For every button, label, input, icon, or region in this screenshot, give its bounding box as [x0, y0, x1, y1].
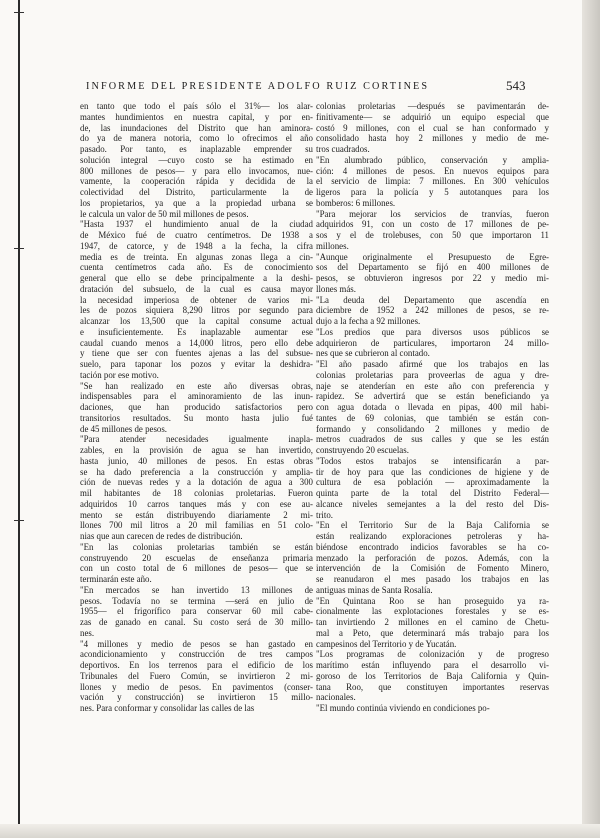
text-line: mantes hundimientos en nuestra capital, y por en- — [80, 111, 313, 122]
text-line: trito. — [316, 509, 334, 520]
text-line: do ya de manera notoria, como lo ofrecimos el año — [80, 133, 313, 144]
text-line: caudal cuando menos a 14,000 litros, pero ello debe — [80, 337, 313, 348]
text-line: formando y consolidando 2 millones y medio de — [316, 423, 549, 434]
text-line: ligeros para la policía y 5 autotanques para los — [316, 187, 549, 197]
text-line: alcance niveles semejantes a la del resto del Dis- — [316, 498, 549, 509]
text-line: solución integral —cuyo costo se ha estimado en — [80, 154, 313, 165]
text-line: bomberos: 6 millones. — [316, 197, 396, 208]
text-line: daciones, que han producido satisfactorios pero — [80, 402, 313, 412]
text-line: cuenta centímetros cada año. Es de conocimiento — [80, 262, 313, 273]
text-line: indispensables para el aminoramiento de las inun- — [80, 391, 313, 402]
text-line: biéndose encontrado indicios favorables se ha co- — [316, 541, 549, 552]
text-line: ción de nuevas redes y a la dotación de agua a 300 — [80, 477, 313, 488]
margin-tick — [14, 248, 24, 249]
text-line: "Los predios que para diversos usos públicos se — [316, 326, 549, 337]
paragraph — [316, 327, 549, 359]
paragraph — [316, 520, 549, 595]
paragraph — [316, 359, 549, 456]
text-line: de 45 millones de pesos. — [80, 423, 168, 434]
text-line: tir de hoy para que las condiciones de higiene y de — [316, 466, 549, 477]
paragraph — [316, 101, 549, 155]
text-line: cionalmente las explotaciones forestales y se es- — [316, 606, 549, 617]
text-line: "El año pasado afirmé que los trabajos en las — [316, 359, 549, 369]
text-line: intervención de la Comisión de Fomento Minero, — [316, 563, 549, 574]
text-line: 1955— el frigorífico para conservar 60 mil cabe- — [80, 606, 313, 617]
text-line: "Aunque originalmente el Presupuesto de Egre- — [316, 251, 549, 262]
text-line: les de pozos siquiera 8,290 litros por segundo para — [80, 305, 313, 316]
text-line: cultura de esa población — aproximadamente la — [316, 477, 549, 488]
left-column — [80, 101, 313, 714]
text-line: terminarán este año. — [80, 574, 152, 584]
page-edge-right — [582, 0, 600, 838]
text-line: finitivamente— se adquirió un equipo especial que — [316, 111, 549, 122]
text-line: ción: 4 millones de pesos. En nuevos equipos para — [316, 165, 549, 176]
text-line: colonias proletarias para proveerlas de agua y dre- — [316, 369, 549, 380]
text-line: nes que se cubrieron al contado. — [316, 348, 430, 359]
text-line: con un costo total de 6 millones de pesos— que se — [80, 563, 313, 574]
text-line: naje se atenderían en este año con preferencia y — [316, 380, 549, 391]
paragraph — [80, 381, 313, 435]
binding-edge — [18, 0, 20, 838]
text-line: construyendo 20 escuelas de enseñanza primaria — [80, 552, 313, 563]
paragraph — [316, 295, 549, 327]
text-line: nacionales. — [316, 692, 356, 703]
running-head: INFORME DEL PRESIDENTE ADOLFO RUIZ CORTINES — [86, 81, 430, 92]
text-line: "4 millones y medio de pesos se han gastado en — [80, 638, 313, 649]
text-line: construyendo 20 escuelas. — [316, 445, 409, 455]
text-line: "Los programas de colonización y de progreso — [316, 649, 549, 660]
text-line: transitorios resultados. Su monto hasta julio fué — [80, 412, 313, 423]
text-line: "Para mejorar los servicios de tranvías, fueron — [316, 208, 549, 219]
text-line: campesinos del Territorio y de Yucatán. — [316, 638, 457, 649]
text-line: quinta parte de la total del Distrito Federal— — [316, 488, 549, 498]
text-line: los propietarios, ya que a la propiedad urbana se — [80, 197, 313, 208]
paragraph — [80, 585, 313, 639]
text-line: metros cuadrados de sus calles y que se les están — [316, 434, 549, 445]
text-line: diciembre de 1952 a 242 millones de pesos, se re- — [316, 305, 549, 316]
text-line: mil habitantes de 18 colonias proletarias. Fueron — [80, 488, 313, 498]
text-line: "Para atender necesidades igualmente inapla- — [80, 434, 313, 445]
text-line: 1947, de catorce, y de 1948 a la fecha, la cifra — [80, 240, 313, 251]
text-line: están realizando exploraciones petroleras y ha- — [316, 531, 549, 541]
text-line: hasta junio, 40 millones de pesos. En estas obras — [80, 455, 313, 466]
text-line: dratación del subsuelo, de la cual es causa mayor — [80, 283, 313, 294]
text-line: menzado la perforación de pozos. Además, con la — [316, 552, 549, 563]
text-line: nes. — [80, 627, 95, 638]
text-line: nes. Para conformar y consolidar las calles de las — [80, 703, 255, 713]
text-line: adquiridos 91, con un costo de 17 millones de pe- — [316, 219, 549, 230]
text-line: de México fué de cuatro centímetros. De 1938 a — [80, 230, 313, 240]
text-line: "En el Territorio Sur de la Baja California se — [316, 520, 549, 531]
text-line: adquiridos 10 carros tanques más y con ese au- — [80, 498, 313, 509]
text-line: antiguas minas de Santa Rosalía. — [316, 584, 433, 595]
text-line: "En alumbrado público, conservación y amplia- — [316, 154, 549, 165]
text-line: con agua dotada o llevada en pipas, 400 mil habi- — [316, 402, 549, 412]
text-line: tan invirtiendo 2 millones en el camino de Chetu- — [316, 617, 549, 627]
text-line: tana Roo, que constituyen importantes reservas — [316, 681, 549, 692]
text-line: vamente, la cooperación rápida y decidida de la — [80, 176, 313, 187]
text-line: y tiene que ser con fuentes ajenas a las del subsue- — [80, 348, 313, 359]
text-line: llones más. — [316, 283, 356, 294]
text-line: le calcula un valor de 50 mil millones de pesos. — [80, 208, 249, 219]
text-line: zables, en la provisión de agua se han invertido, — [80, 445, 313, 455]
text-line: Tribunales del Fuero Común, se invirtieron 2 mi- — [80, 670, 313, 681]
text-line: en tanto que todo el país sólo el 31%— los alar- — [80, 101, 313, 111]
text-line: mal a Peto, que determinará más trabajo para los — [316, 627, 549, 638]
text-line: "En las colonias proletarias también se están — [80, 541, 313, 552]
text-line: se reanudaron el mes pasado los trabajos en las — [316, 574, 549, 584]
paragraph — [80, 434, 313, 542]
text-line: tros cuadrados. — [316, 144, 370, 154]
paragraph — [316, 155, 549, 209]
margin-tick — [14, 520, 24, 521]
text-line: "La deuda del Departamento que ascendía en — [316, 294, 549, 305]
text-line: colectividad del Distrito, particularmente la de — [80, 187, 313, 197]
text-line: costó 9 millones, con el cual se han conformado y — [316, 122, 549, 133]
text-line: sos y el de trolebuses, con 50 que importaron 11 — [316, 230, 549, 240]
text-line: vación y construcción) se invirtieron 15 millo- — [80, 692, 313, 703]
text-line: suelo, para taponar los pozos y evitar la deshidra- — [80, 359, 313, 369]
paragraph — [316, 596, 549, 650]
text-line: se ha dado preferencia a la construcción y amplia- — [80, 466, 313, 477]
text-line: media es de treinta. En algunas zonas llega a cin- — [80, 251, 313, 262]
text-line: "En mercados se han invertido 13 millones de — [80, 584, 313, 595]
text-line: sos del Departamento se fijó en 400 millones de — [316, 262, 549, 273]
text-line: alcanzar los 13,500 que la capital consume actual — [80, 316, 313, 326]
text-line: tantes de 69 colonias, que también se están con- — [316, 412, 549, 423]
text-line: deportivos. En los terrenos para el edificio de los — [80, 660, 313, 670]
text-line: zas de ganado en canal. Su costo será de 30 millo- — [80, 617, 313, 627]
text-line: dujo a la fecha a 92 millones. — [316, 316, 421, 326]
text-line: goroso de los Territorios de Baja California y Quin- — [316, 670, 549, 681]
text-line: general que ello se debe principalmente a la deshi- — [80, 273, 313, 283]
text-line: "Todos estos trabajos se intensificarán a par- — [316, 455, 549, 466]
paragraph — [80, 101, 313, 219]
page-edge-bottom — [0, 824, 600, 838]
text-line: e insuficientemente. Es inaplazable aumentar ese — [80, 326, 313, 337]
text-line: pesos. Todavía no se termina —será en julio de — [80, 595, 313, 606]
text-line: adquirieron de particulares, importaron 24 millo- — [316, 337, 549, 348]
paragraph — [316, 209, 549, 252]
text-line: llones y medio de pesos. En pavimentos (conser- — [80, 681, 313, 692]
margin-tick — [14, 12, 24, 13]
text-line: pesos, se obtuvieron ingresos por 22 y medio mi- — [316, 273, 549, 283]
text-line: colonias proletarias —después se pavimentarán de- — [316, 101, 549, 111]
text-line: "Hasta 1937 el hundimiento anual de la ciudad — [80, 219, 313, 230]
text-line: llones 700 mil litros a 20 mil familias en 51 colo- — [80, 520, 313, 531]
text-line: nias que aun carecen de redes de distribución. — [80, 531, 243, 541]
text-line: tación por ese motivo. — [80, 369, 159, 380]
paragraph — [80, 639, 313, 714]
text-line: marítimo están influyendo para el desarrollo vi- — [316, 660, 549, 670]
text-line: millones. — [316, 240, 349, 251]
paragraph — [80, 542, 313, 585]
paragraph — [80, 219, 313, 380]
text-line: la necesidad imperiosa de obtener de varios mi- — [80, 294, 313, 305]
text-line: "En Quintana Roo se han proseguido ya ra- — [316, 595, 549, 606]
text-line: "Se han realizado en este año diversas obras, — [80, 380, 313, 391]
text-line: "El mundo continúa viviendo en condiciones po- — [316, 703, 490, 713]
text-line: consolidado hasta hoy 2 millones y medio de me- — [316, 133, 549, 144]
right-column — [316, 101, 549, 714]
text-line: 800 millones de pesos— y para ello invocamos, nue- — [80, 165, 313, 176]
paragraph — [316, 703, 549, 714]
paragraph — [316, 456, 549, 521]
text-line: rapidez. Se advertirá que se están beneficiando ya — [316, 391, 549, 402]
paragraph — [316, 649, 549, 703]
paragraph — [316, 252, 549, 295]
text-line: acondicionamiento y construcción de tres campos — [80, 649, 313, 660]
text-line: el servicio de limpia: 7 millones. En 300 vehículos — [316, 176, 549, 187]
text-line: mento se están distribuyendo diariamente 2 mi- — [80, 509, 313, 520]
text-line: pasado. Por tanto, es inaplazable emprender su — [80, 144, 313, 154]
text-line: de, las inundaciones del Distrito que han aminora- — [80, 122, 313, 133]
page-number: 543 — [506, 78, 526, 93]
